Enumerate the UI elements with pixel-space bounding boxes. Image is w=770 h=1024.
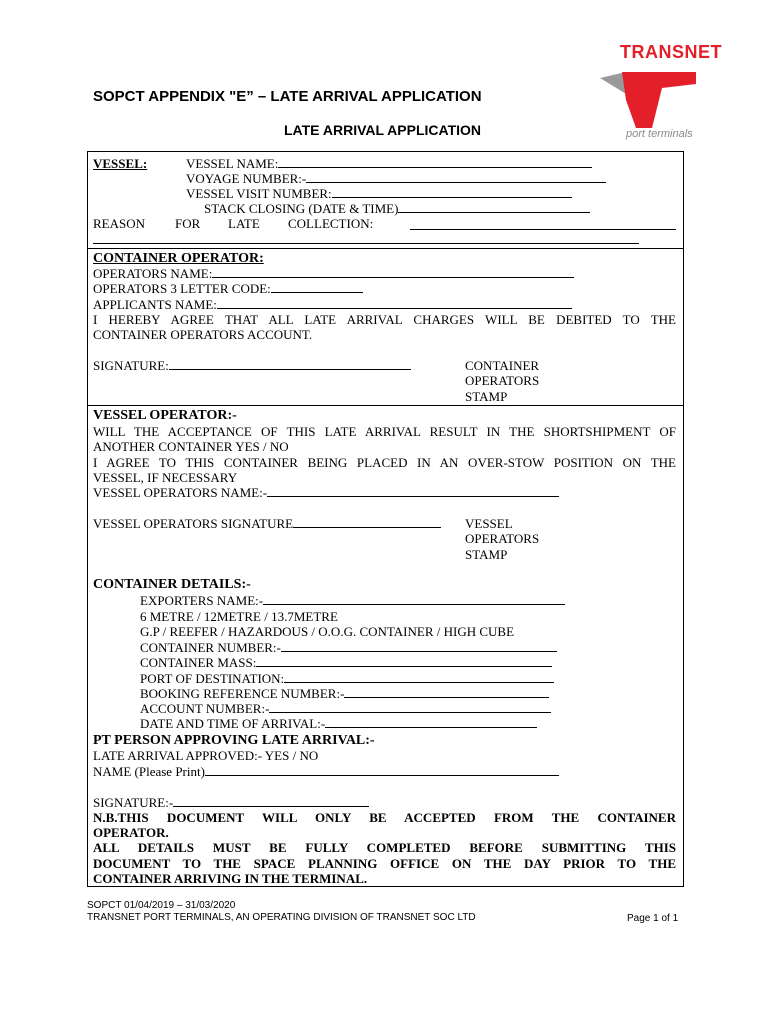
agree-charges-text-cont: CONTAINER OPERATORS ACCOUNT. — [93, 327, 313, 342]
agree-charges-text: I HEREBY AGREE THAT ALL LATE ARRIVAL CHARGES WILL BE DEBITED TO THE — [93, 312, 676, 327]
section-divider — [87, 248, 684, 249]
operator-signature-field[interactable] — [93, 358, 411, 373]
vessel-name-label: VESSEL NAME: — [186, 156, 279, 171]
late-arrival-approved[interactable]: LATE ARRIVAL APPROVED:- YES / NO — [93, 748, 319, 763]
port-destination-label: PORT OF DESTINATION: — [140, 671, 285, 686]
over-stow-agreement: I AGREE TO THIS CONTAINER BEING PLACED IN AN OVER-STOW POSITION ON THE — [93, 455, 676, 470]
letter-code-field[interactable] — [93, 281, 363, 296]
vessel-operators-name-label: VESSEL OPERATORS NAME:- — [93, 485, 268, 500]
container-details-heading: CONTAINER DETAILS:- — [93, 577, 251, 592]
stamp-label: STAMP — [465, 547, 508, 562]
document-title: SOPCT APPENDIX "E” – LATE ARRIVAL APPLICATION — [93, 88, 482, 105]
transnet-logo-wordmark: TRANSNET — [620, 42, 722, 62]
container-number-field[interactable] — [140, 640, 557, 655]
footer-page-number: Page 1 of 1 — [627, 913, 679, 924]
footer-reference: SOPCT 01/04/2019 – 31/03/2020 — [87, 900, 236, 911]
vessel-operators-name-field[interactable] — [93, 485, 559, 500]
container-size-options[interactable]: 6 METRE / 12METRE / 13.7METRE — [140, 609, 338, 624]
shortshipment-question: WILL THE ACCEPTANCE OF THIS LATE ARRIVAL RESULT IN THE SHORTSHIPMENT OF — [93, 424, 676, 439]
form-subtitle: LATE ARRIVAL APPLICATION — [284, 122, 482, 138]
reason-blank-line[interactable] — [410, 229, 676, 230]
reason-word: FOR — [175, 216, 201, 231]
booking-reference-label: BOOKING REFERENCE NUMBER:- — [140, 686, 345, 701]
stamp-label: CONTAINER — [465, 358, 540, 373]
port-destination-field[interactable] — [140, 671, 554, 686]
container-mass-label: CONTAINER MASS: — [140, 655, 257, 670]
vessel-operators-signature-label: VESSEL OPERATORS SIGNATURE — [93, 516, 294, 531]
stamp-label: OPERATORS — [465, 373, 540, 388]
container-type-options[interactable]: G.P / REEFER / HAZARDOUS / O.O.G. CONTAINER / HIGH CUBE — [140, 624, 515, 639]
vessel-name-field[interactable] — [186, 156, 592, 171]
completion-note-cont: DOCUMENT TO THE SPACE PLANNING OFFICE ON THE DAY PRIOR TO THE — [93, 856, 676, 871]
vessel-operator-heading: VESSEL OPERATOR:- — [93, 408, 237, 423]
vessel-heading: VESSEL: — [93, 156, 148, 171]
applicants-name-label: APPLICANTS NAME: — [93, 297, 217, 312]
account-number-field[interactable] — [140, 701, 551, 716]
container-number-label: CONTAINER NUMBER:- — [140, 640, 281, 655]
approver-name-field[interactable] — [93, 764, 559, 779]
stack-closing-label: STACK CLOSING (DATE & TIME) — [204, 201, 399, 216]
shortshipment-question-cont: ANOTHER CONTAINER YES / NO — [93, 439, 289, 454]
account-number-label: ACCOUNT NUMBER:- — [140, 701, 270, 716]
visit-number-label: VESSEL VISIT NUMBER: — [186, 186, 332, 201]
stack-closing-field[interactable] — [204, 201, 590, 216]
approver-signature-label: SIGNATURE:- — [93, 795, 174, 810]
voyage-number-label: VOYAGE NUMBER:- — [186, 171, 307, 186]
section-divider — [87, 405, 684, 406]
nb-note-cont: OPERATOR. — [93, 825, 169, 840]
exporters-name-field[interactable] — [140, 593, 565, 608]
operators-name-label: OPERATORS NAME: — [93, 266, 213, 281]
transnet-logo-icon — [596, 70, 700, 132]
approver-name-label: NAME (Please Print) — [93, 764, 205, 779]
nb-note: N.B.THIS DOCUMENT WILL ONLY BE ACCEPTED FROM THE CONTAINER — [93, 810, 676, 825]
arrival-time-label: DATE AND TIME OF ARRIVAL:- — [140, 716, 326, 731]
letter-code-label: OPERATORS 3 LETTER CODE: — [93, 281, 271, 296]
stamp-label: VESSEL — [465, 516, 513, 531]
over-stow-agreement-cont: VESSEL, IF NECESSARY — [93, 470, 238, 485]
stamp-label: STAMP — [465, 389, 508, 404]
logo-subtitle: port terminals — [626, 128, 693, 140]
container-operator-heading: CONTAINER OPERATOR: — [93, 251, 264, 266]
exporters-name-label: EXPORTERS NAME:- — [140, 593, 264, 608]
approval-heading: PT PERSON APPROVING LATE ARRIVAL:- — [93, 733, 375, 748]
reason-blank-line[interactable] — [93, 243, 639, 244]
completion-note-end: CONTAINER ARRIVING IN THE TERMINAL. — [93, 871, 368, 886]
voyage-number-field[interactable] — [186, 171, 606, 186]
reason-word: REASON — [93, 216, 146, 231]
reason-word: LATE — [228, 216, 260, 231]
container-mass-field[interactable] — [140, 655, 552, 670]
approver-signature-field[interactable] — [93, 795, 369, 810]
reason-word: COLLECTION: — [288, 216, 374, 231]
stamp-label: OPERATORS — [465, 531, 540, 546]
signature-label: SIGNATURE: — [93, 358, 169, 373]
completion-note: ALL DETAILS MUST BE FULLY COMPLETED BEFORE SUBMITTING THIS — [93, 840, 676, 855]
visit-number-field[interactable] — [186, 186, 572, 201]
footer-company: TRANSNET PORT TERMINALS, AN OPERATING DIVISION OF TRANSNET SOC LTD — [87, 912, 476, 923]
arrival-time-field[interactable] — [140, 716, 537, 731]
operators-name-field[interactable] — [93, 266, 574, 281]
vessel-operators-signature-field[interactable] — [93, 516, 441, 531]
booking-reference-field[interactable] — [140, 686, 549, 701]
applicants-name-field[interactable] — [93, 297, 572, 312]
